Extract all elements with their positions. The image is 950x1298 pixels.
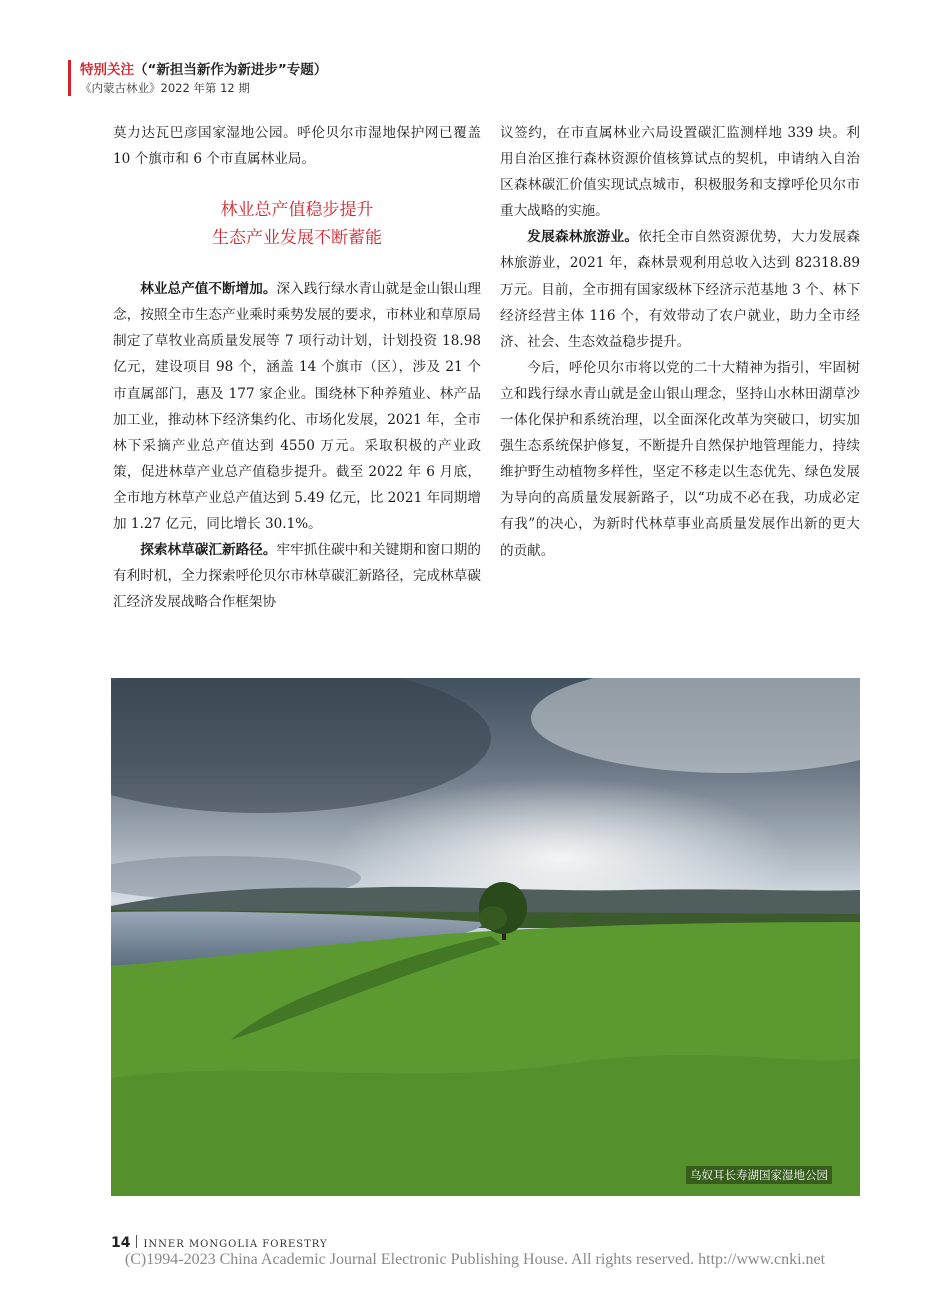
paragraph: [113, 276, 481, 537]
journal-issue: 《内蒙古林业》2022 年第 12 期: [80, 81, 250, 95]
paragraph: [500, 224, 860, 354]
tree-crown: [479, 906, 507, 930]
shrub: [571, 913, 591, 923]
header-accent-bar: [68, 60, 71, 96]
wetland-photo: [111, 678, 860, 1196]
column-category: 特别关注: [80, 62, 134, 78]
paragraph-text: 依托全市自然资源优势，大力发展森林旅游业，2021 年，森林景观利用总收入达到 82318.89 万元。目前，全市拥有国家级林下经济示范基地 3 个、林下经济经营主体 116 个，有效带动了农户就业，助力全市经济、社会、生态效益稳步提升。: [500, 229, 861, 350]
paragraph-text: 牢牢抓住碳中和关键期和窗口期的有利时机，全力探索呼伦贝尔市林草碳汇新路径，完成林草碳汇经济发展战略合作框架协: [113, 542, 482, 611]
section-title: [113, 196, 481, 252]
paragraph-lead: 探索林草碳汇新路径。: [140, 542, 277, 559]
section-title-line: 生态产业发展不断蓄能: [212, 228, 382, 249]
photo-caption: 乌奴耳长寿湖国家湿地公园: [686, 1166, 832, 1184]
paragraph: 今后，呼伦贝尔市将以党的二十大精神为指引，牢固树立和践行绿水青山就是金山银山理念，坚持山水林田湖草沙一体化保护和系统治理，以全面深化改革为突破口，切实加强生态系统保护修复，不断提升自然保护地管理能力，持续维护野生动植物多样性，坚定不移走以生态优先、绿色发展为导向的高质量发展新路子，以“功成不必在我，功成必定有我”的决心，为新时代林草事业高质量发展作出新的更大的贡献。: [500, 359, 860, 559]
shrub: [527, 916, 555, 928]
paragraph-lead: 林业总产值不断增加。: [140, 281, 277, 298]
page-number: 14: [111, 1235, 131, 1251]
magazine-name: INNER MONGOLIA FORESTRY: [143, 1239, 328, 1250]
copyright-notice: (C)1994-2023 China Academic Journal Electronic Publishing House. All rights reserved. http://www.cnki.net: [124, 1251, 826, 1268]
column-topic: （“新担当新作为新进步”专题）: [134, 62, 328, 78]
landscape-illustration: [111, 678, 860, 1196]
paragraph-text: 深入践行绿水青山就是金山银山理念，按照全市生态产业乘时乘势发展的要求，市林业和草原局制定了草牧业高质量发展等 7 项行动计划，计划投资 18.98 亿元，建设项目 98 个，涵盖 14 个旗市（区），涉及 21 个市直属部门，惠及 177 家企业。围绕林下种养殖业、林产品加工业，推动林下经济集约化、市场化发展，2021 年，全市林下采摘产业总产值达到 4550 万元。采取积极的产业政策，促进林草产业总产值稳步提升。截至 2022 年 6 月底，全市地方林草产业总产值达到 5.49 亿元，比 2021 年同期增加 1.27 亿元，同比增长 30.1%。: [113, 281, 482, 533]
paragraph: [113, 537, 481, 615]
paragraph: 议签约，在市直属林业六局设置碳汇监测样地 339 块。利用自治区推行森林资源价值核算试点的契机，申请纳入自治区森林碳汇价值实现试点城市，积极服务和支撑呼伦贝尔市重大战略的实施。: [500, 125, 860, 220]
paragraph: 莫力达瓦巴彦国家湿地公园。呼伦贝尔市湿地保护网已覆盖 10 个旗市和 6 个市直属林业局。: [113, 125, 481, 168]
section-title-line: 林业总产值稳步提升: [220, 200, 374, 221]
paragraph-lead: 发展森林旅游业。: [527, 229, 639, 246]
page-footer: [111, 1232, 328, 1251]
left-column: [113, 120, 481, 615]
cloud: [531, 678, 860, 773]
right-column: [500, 120, 860, 564]
footer-divider: [136, 1235, 137, 1248]
header-line: [80, 58, 327, 78]
